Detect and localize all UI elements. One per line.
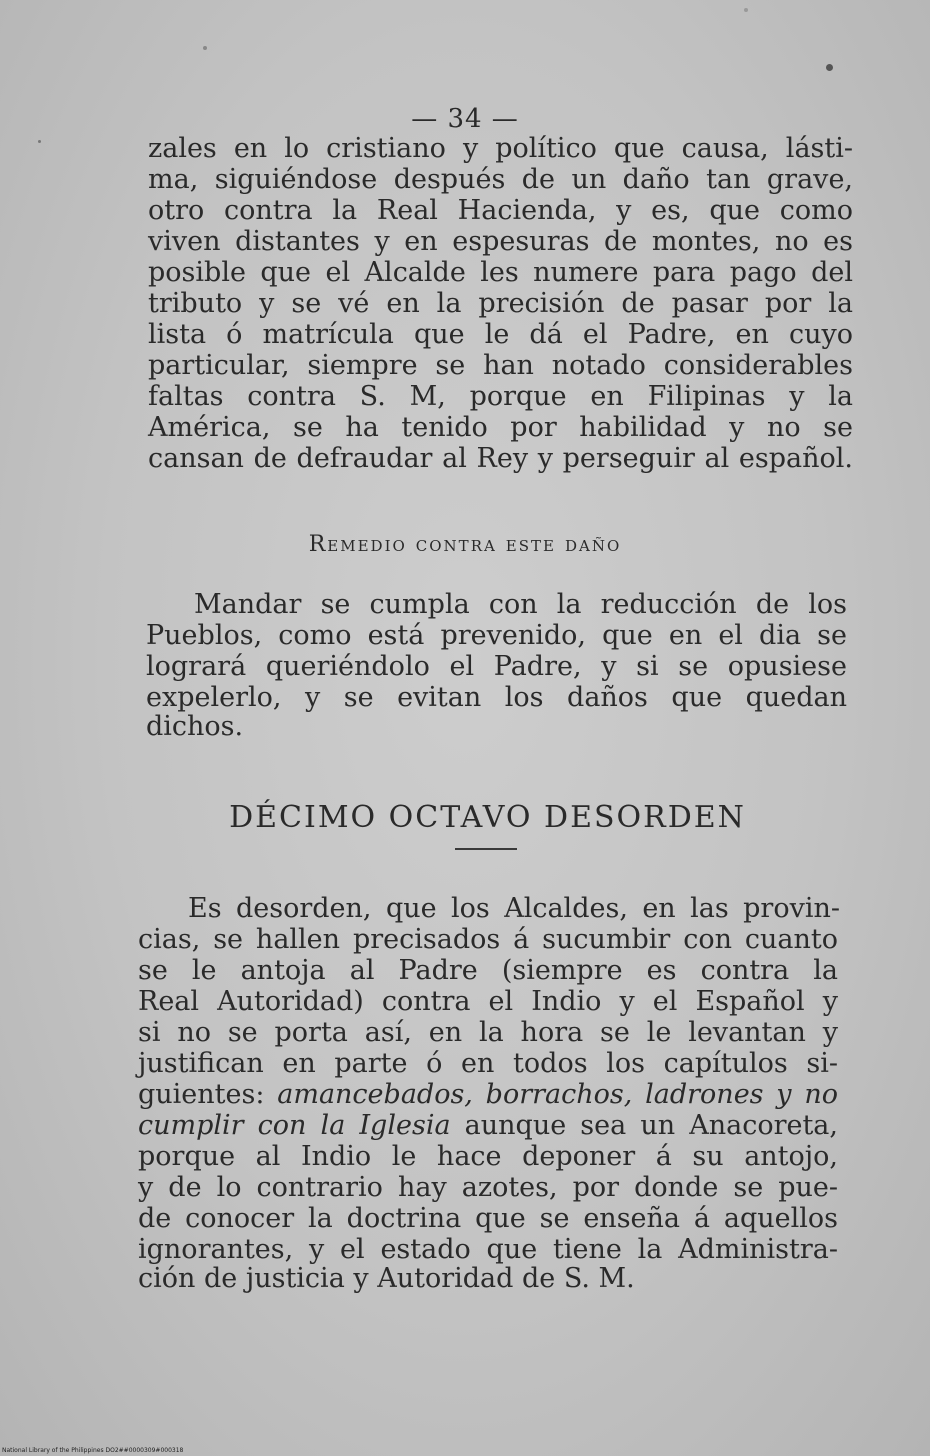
text-run: aunque sea un Anacoreta, <box>450 1110 838 1141</box>
text-line: si no se porta así, en la hora se le levantan y <box>138 1017 838 1048</box>
text-line: faltas contra S. M, porque en Filipinas y la <box>148 381 853 412</box>
text-line: Es desorden, que los Alcaldes, en las provin- <box>188 893 840 924</box>
text-line: tributo y se vé en la precisión de pasar por la <box>148 288 853 319</box>
paper-speck <box>826 64 833 71</box>
italic-text-run: amancebados, borrachos, ladrones y no <box>277 1079 838 1110</box>
text-line: ma, siguiéndose después de un daño tan grave, <box>148 164 853 195</box>
footer-credit: National Library of the Philippines DO2##0000309#000318 <box>2 1447 184 1454</box>
text-line: cansan de defraudar al Rey y perseguir al español. <box>148 443 853 474</box>
text-line: América, se ha tenido por habilidad y no se <box>148 412 853 443</box>
text-line: zales en lo cristiano y político que causa, lásti- <box>148 133 853 164</box>
paper-speck <box>38 140 41 143</box>
text-line <box>138 1111 838 1141</box>
text-run: guientes: <box>138 1079 278 1110</box>
text-line: Mandar se cumpla con la reducción de los <box>194 589 847 620</box>
italic-text-run: cumplir con la Iglesia <box>138 1110 451 1141</box>
heading-rule <box>455 848 517 850</box>
text-line: de conocer la doctrina que se enseña á aquellos <box>138 1203 838 1234</box>
section-heading-decimo: DÉCIMO OCTAVO DESORDEN <box>229 800 746 835</box>
text-line: y de lo contrario hay azotes, por donde se pue- <box>138 1172 838 1203</box>
text-line <box>138 1080 838 1110</box>
section-heading-remedio: Remedio contra este daño <box>308 532 622 557</box>
page-number: — 34 — <box>411 104 519 134</box>
text-line: cias, se hallen precisados á sucumbir con cuanto <box>138 924 838 955</box>
paper-speck <box>203 46 207 50</box>
text-line: posible que el Alcalde les numere para pago del <box>148 257 853 288</box>
paper-speck <box>744 8 748 12</box>
text-line: lista ó matrícula que le dá el Padre, en cuyo <box>148 319 853 350</box>
text-line: viven distantes y en espesuras de montes, no es <box>148 226 853 257</box>
text-line: otro contra la Real Hacienda, y es, que como <box>148 195 853 226</box>
text-line: se le antoja al Padre (siempre es contra la <box>138 955 838 986</box>
text-line: justifican en parte ó en todos los capítulos si- <box>138 1048 838 1079</box>
text-line: ignorantes, y el estado que tiene la Administra- <box>138 1234 838 1265</box>
text-line: ción de justicia y Autoridad de S. M. <box>138 1263 635 1294</box>
text-line: logrará queriéndolo el Padre, y si se opusiese <box>146 651 847 682</box>
text-line: Real Autoridad) contra el Indio y el Español y <box>138 986 838 1017</box>
text-line: particular, siempre se han notado considerables <box>148 350 853 381</box>
text-line: Pueblos, como está prevenido, que en el dia se <box>146 620 847 651</box>
text-line: expelerlo, y se evitan los daños que quedan <box>146 682 847 713</box>
text-line: dichos. <box>146 711 244 742</box>
text-line: porque al Indio le hace deponer á su antojo, <box>138 1141 838 1172</box>
